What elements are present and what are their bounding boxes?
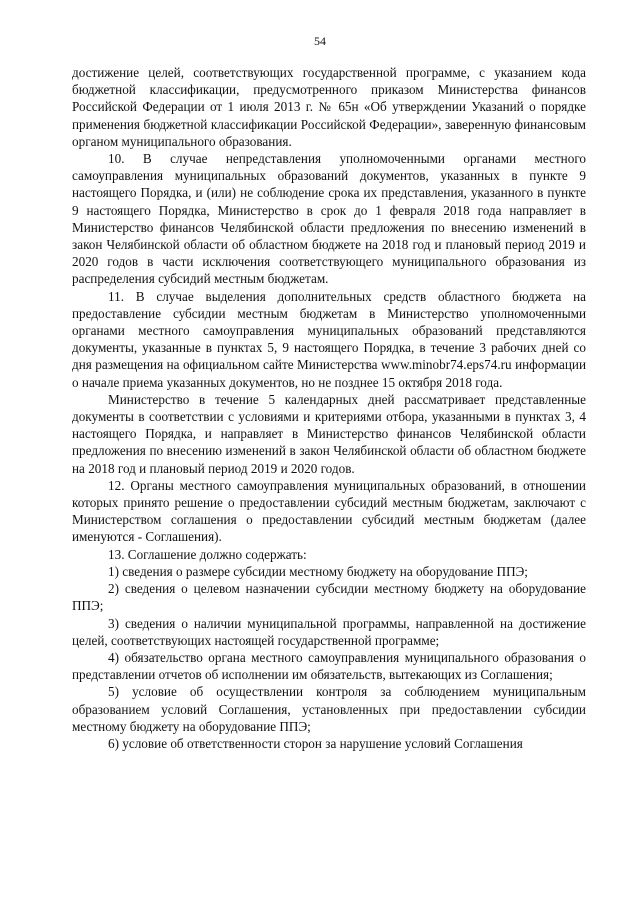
list-item-6: 6) условие об ответственности сторон за нарушение условий Соглашения (108, 735, 523, 751)
page-number: 54 (314, 34, 326, 48)
paragraph-item-12: 12. Органы местного самоуправления муниципальных образований, в отношении которых принято решение о предоставлении субсидий местным бюджетам, заключают с Министерством соглашения о предоставлении субсидий местным бюджетам (далее именуются - Соглашения). (72, 477, 586, 545)
paragraph-item-10: 10. В случае непредставления уполномоченными органами местного самоуправления муниципальных образований документов, указанных в пункте 9 настоящего Порядка, и (или) не соблюдение срока их представления, указанного в пункте 9 настоящего Порядка, Министерство в срок до 1 февраля 2018 года направляет в Министерство финансов Челябинской области предложения по внесению изменений в закон Челябинской области об областном бюджете на 2018 год и плановый период 2019 и 2020 годов в части исключения соответствующего муниципального образования из распределения субсидий местным бюджетам. (72, 151, 586, 287)
list-item-5: 5) условие об осуществлении контроля за соблюдением муниципальным образованием условий Соглашения, установленных при предоставлении субсидии местному бюджету на оборудование ППЭ; (72, 684, 586, 734)
list-item-4: 4) обязательство органа местного самоуправления муниципального образования о представлении отчетов об исполнении им обязательств, вытекающих из Соглашения; (72, 649, 586, 683)
list-item-3: 3) сведения о наличии муниципальной программы, направленной на достижение целей, соответствующих настоящей государственной программе; (72, 615, 586, 648)
paragraph-item-13: 13. Соглашение должно содержать: (108, 546, 307, 562)
list-item-2: 2) сведения о целевом назначении субсидии местному бюджету на оборудование ППЭ; (72, 581, 586, 614)
paragraph-ministry-review: Министерство в течение 5 календарных дней рассматривает представленные документы в соответствии с условиями и критериями отбора, указанными в пунктах 3, 4 настоящего Порядка, и направляет в Министерство финансов Челябинской области предложения по внесению изменений в закон Челябинской области об областном бюджете на 2018 год и плановый период 2019 и 2020 годов. (72, 391, 586, 476)
paragraph-continuation: достижение целей, соответствующих государственной программе, с указанием кода бюджетной классификации, предусмотренного приказом Министерства финансов Российской Федерации от 1 июля 2013 г. № 65н «Об утверждении Указаний о порядке применения бюджетной классификации Российской Федерации», заверенную финансовым органом муниципального образования. (72, 65, 586, 149)
paragraph-item-11: 11. В случае выделения дополнительных средств областного бюджета на предоставление субсидии местным бюджетам в Министерство уполномоченными органами местного самоуправления муниципальных образований представляются документы, указанные в пунктах 5, 9 настоящего Порядка, в течение 3 рабочих дней со дня размещения на официальном сайте Министерства www.minobr74.eps74.ru информации о начале приема указанных документов, но не позднее 15 октября 2018 года. (72, 288, 586, 390)
document-body (72, 64, 586, 752)
list-item-1: 1) сведения о размере субсидии местному бюджету на оборудование ППЭ; (108, 563, 528, 579)
